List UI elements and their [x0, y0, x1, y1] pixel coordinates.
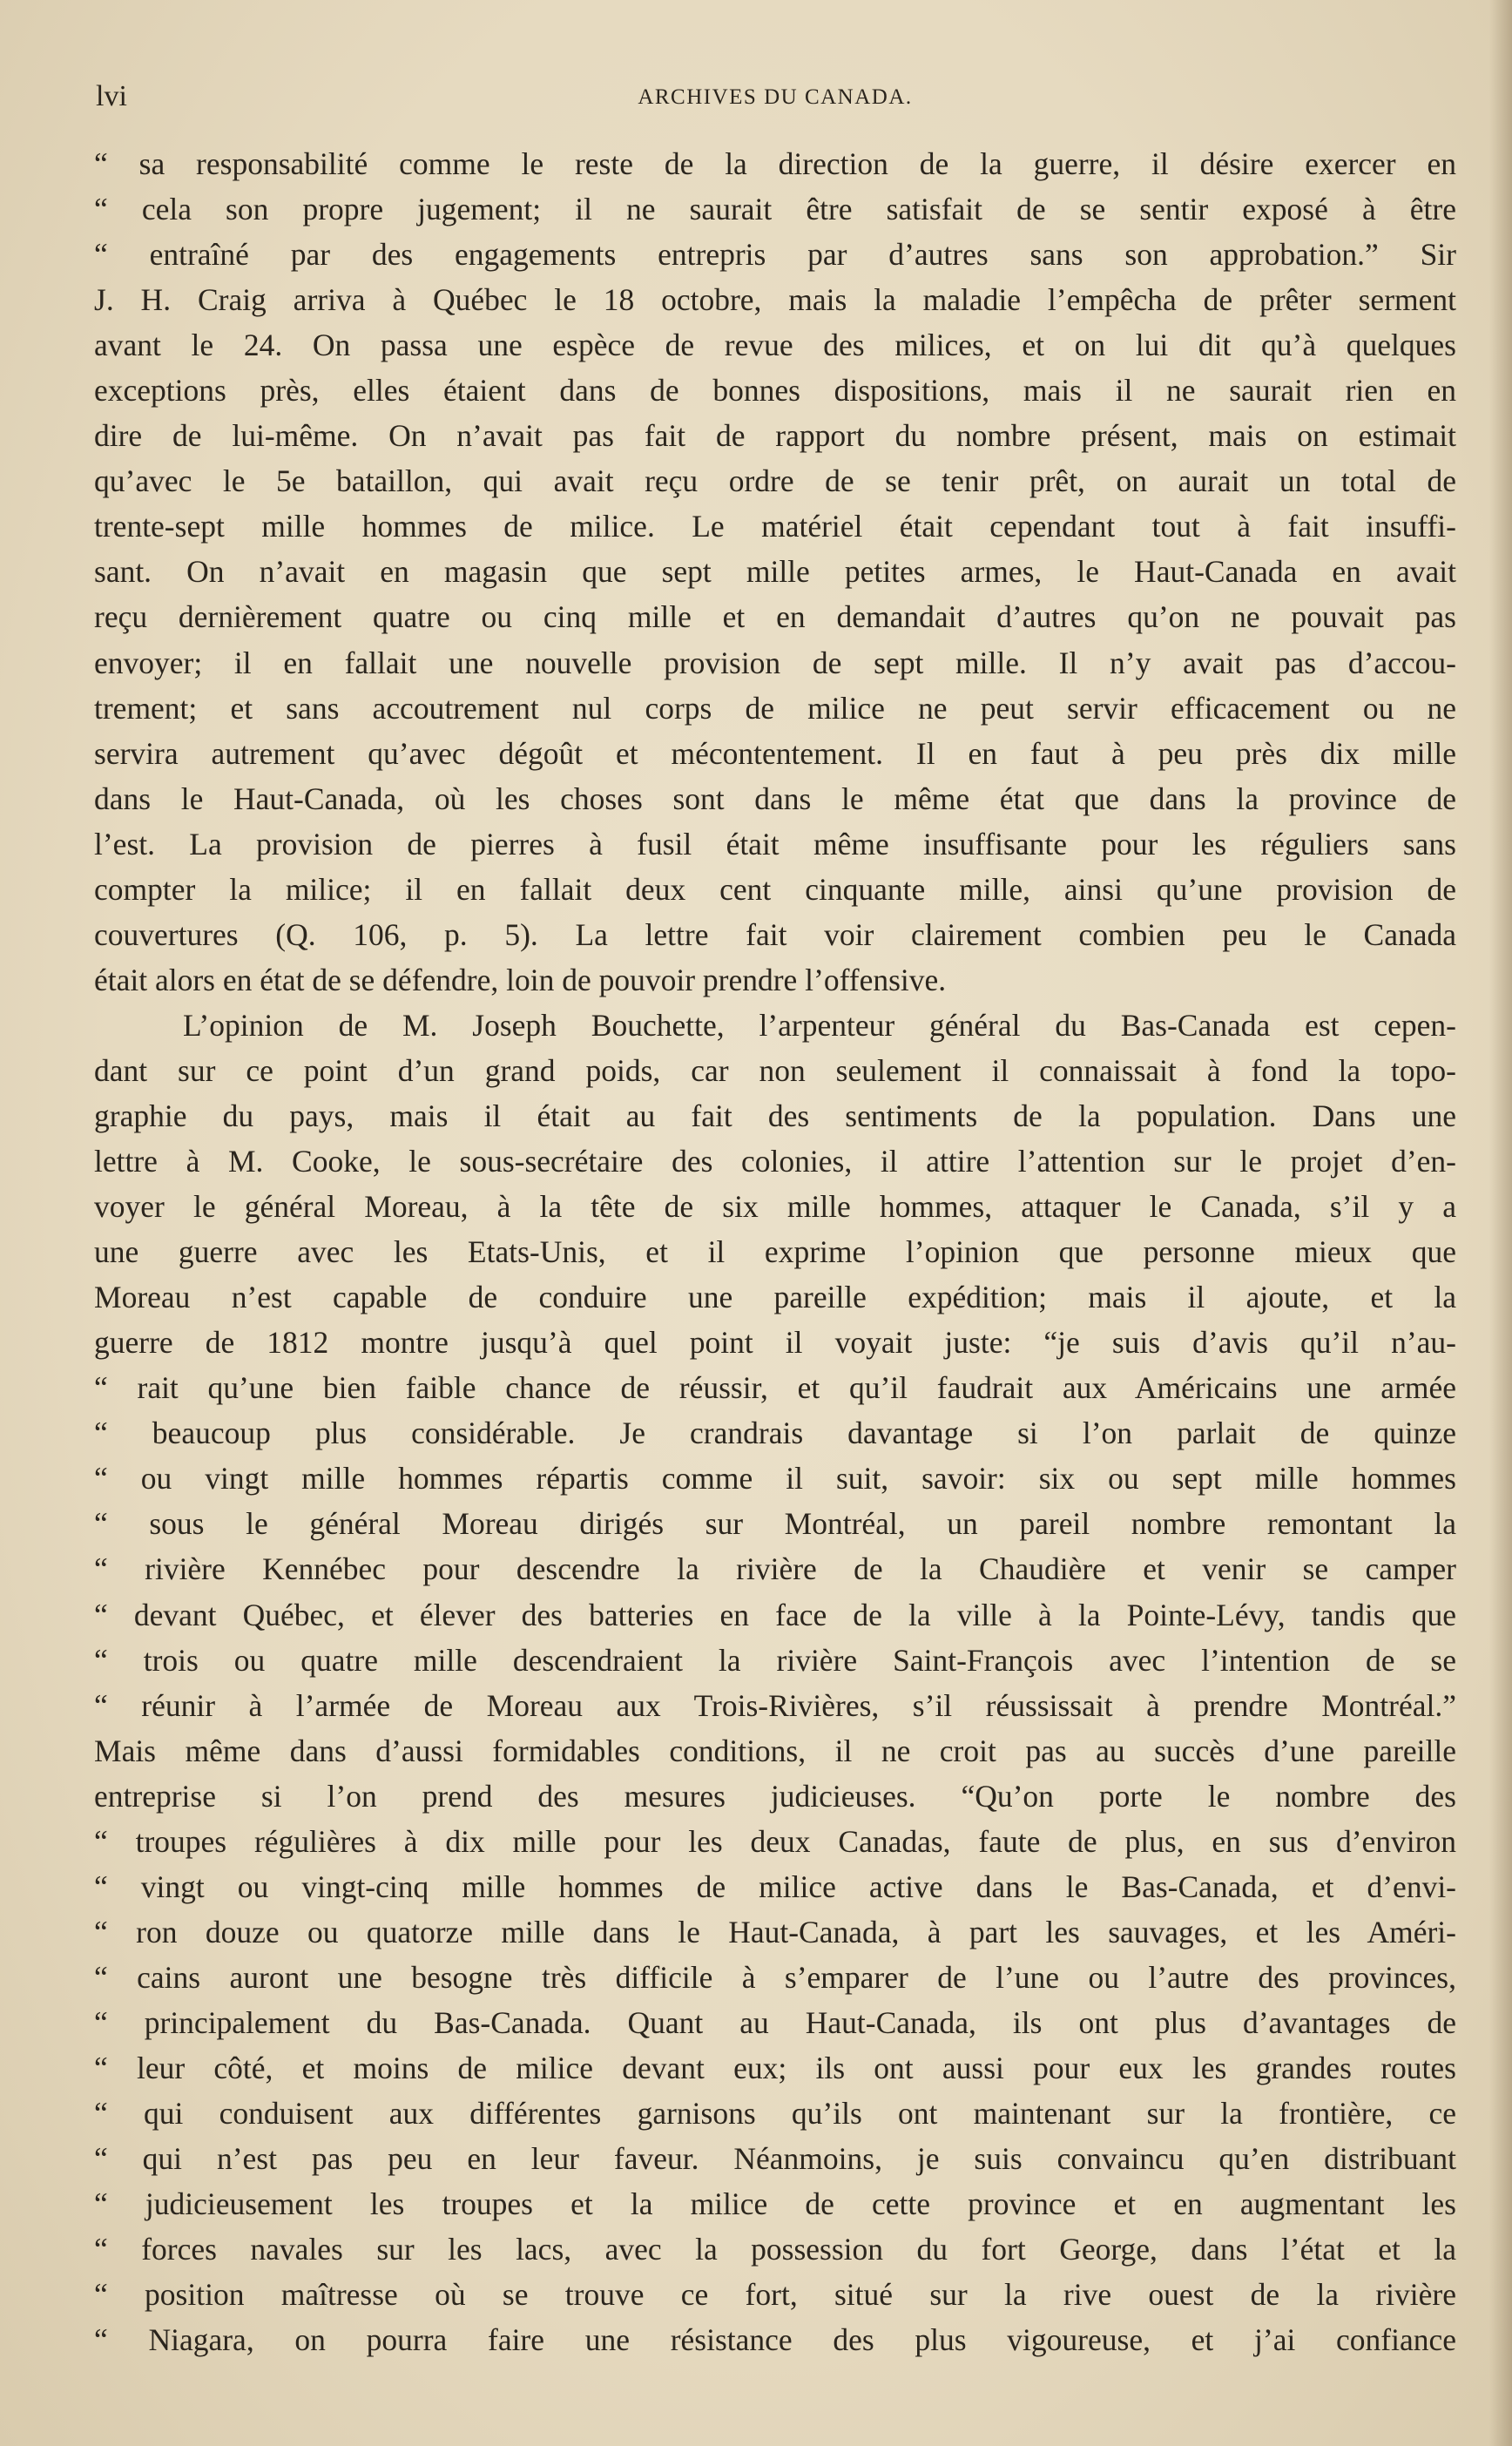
text-line: “ entraîné par des engagements entrepris par d’autres sans son approbation.” Sir — [94, 237, 1456, 273]
text-line: Moreau n’est capable de conduire une pareille expédition; mais il ajoute, et la — [94, 1280, 1456, 1315]
text-line: trente-sept mille hommes de milice. Le matériel était cependant tout à fait insuffi- — [94, 509, 1456, 544]
text-line: “ leur côté, et moins de milice devant eux; ils ont aussi pour eux les grandes routes — [94, 2050, 1456, 2085]
page-edge-shadow — [1489, 0, 1512, 2446]
text-line: “ vingt ou vingt-cinq mille hommes de milice active dans le Bas-Canada, et d’envi- — [94, 1868, 1456, 1904]
running-title: ARCHIVES DU CANADA. — [638, 85, 913, 109]
text-line: “ rivière Kennébec pour descendre la rivière de la Chaudière et venir se camper — [94, 1551, 1456, 1587]
text-line: “ forces navales sur les lacs, avec la possession du fort George, dans l’état et la — [94, 2232, 1456, 2267]
text-line: “ position maîtresse où se trouve ce fort, situé sur la rive ouest de la rivière — [94, 2277, 1456, 2313]
text-line: lettre à M. Cooke, le sous-secrétaire des colonies, il attire l’attention sur le projet d’en- — [94, 1144, 1456, 1179]
text-line: avant le 24. On passa une espèce de revue des milices, et on lui dit qu’à quelques — [94, 328, 1456, 363]
text-line: reçu dernièrement quatre ou cinq mille et en demandait d’autres qu’on ne pouvait pas — [94, 599, 1456, 635]
text-line: exceptions près, elles étaient dans de bonnes dispositions, mais il ne saurait rien en — [94, 373, 1456, 409]
text-line: “ cela son propre jugement; il ne saurait être satisfait de se sentir exposé à être — [94, 192, 1456, 227]
text-line: servira autrement qu’avec dégoût et mécontentement. Il en faut à peu près dix mille — [94, 735, 1456, 771]
text-line: “ devant Québec, et élever des batteries en face de la ville à la Pointe-Lévy, tandis que — [94, 1597, 1456, 1632]
text-line: était alors en état de se défendre, loin de pouvoir prendre l’offensive. — [94, 962, 947, 997]
text-line: “ beaucoup plus considérable. Je crandrais davantage si l’on parlait de quinze — [94, 1416, 1456, 1451]
text-line: qu’avec le 5e bataillon, qui avait reçu ordre de se tenir prêt, on aurait un total de — [94, 463, 1456, 499]
text-line: graphie du pays, mais il était au fait des sentiments de la population. Dans une — [94, 1098, 1456, 1133]
text-line: voyer le général Moreau, à la tête de six mille hommes, attaquer le Canada, s’il y a — [94, 1189, 1456, 1225]
text-line: envoyer; il en fallait une nouvelle provision de sept mille. Il n’y avait pas d’accou- — [94, 645, 1456, 680]
text-line: dans le Haut-Canada, où les choses sont dans le même état que dans la province de — [94, 780, 1456, 816]
text-line: dant sur ce point d’un grand poids, car non seulement il connaissait à fond la topo- — [94, 1052, 1456, 1088]
text-line: l’est. La provision de pierres à fusil était même insuffisante pour les réguliers sans — [94, 826, 1456, 862]
text-line: L’opinion de M. Joseph Bouchette, l’arpenteur général du Bas-Canada est cepen- — [183, 1007, 1456, 1043]
text-line: “ troupes régulières à dix mille pour les deux Canadas, faute de plus, en sus d’environ — [94, 1823, 1456, 1859]
page-header — [96, 80, 1455, 115]
text-line: “ cains auront une besogne très difficile à s’emparer de l’une ou l’autre des provinces, — [94, 1959, 1456, 1995]
text-line: “ trois ou quatre mille descendraient la rivière Saint-François avec l’intention de se — [94, 1642, 1456, 1678]
text-line: J. H. Craig arriva à Québec le 18 octobre, mais la maladie l’empêcha de prêter serment — [94, 282, 1456, 318]
text-line: “ Niagara, on pourra faire une résistance des plus vigoureuse, et j’ai confiance — [94, 2322, 1456, 2358]
text-line: sant. On n’avait en magasin que sept mille petites armes, le Haut-Canada en avait — [94, 554, 1456, 590]
text-line: “ ou vingt mille hommes répartis comme il suit, savoir: six ou sept mille hommes — [94, 1461, 1456, 1497]
text-line: “ rait qu’une bien faible chance de réussir, et qu’il faudrait aux Américains une armée — [94, 1370, 1456, 1406]
text-line: une guerre avec les Etats-Unis, et il exprime l’opinion que personne mieux que — [94, 1234, 1456, 1270]
text-line: guerre de 1812 montre jusqu’à quel point il voyait juste: “je suis d’avis qu’il n’au- — [94, 1325, 1456, 1361]
text-line: compter la milice; il en fallait deux cent cinquante mille, ainsi qu’une provision de — [94, 871, 1456, 907]
text-line: dire de lui-même. On n’avait pas fait de rapport du nombre présent, mais on estimait — [94, 418, 1456, 454]
text-line: “ judicieusement les troupes et la milice de cette province et en augmentant les — [94, 2186, 1456, 2222]
text-line: “ principalement du Bas-Canada. Quant au Haut-Canada, ils ont plus d’avantages de — [94, 2004, 1456, 2040]
text-line: “ sa responsabilité comme le reste de la direction de la guerre, il désire exercer en — [94, 146, 1456, 181]
text-line: Mais même dans d’aussi formidables conditions, il ne croit pas au succès d’une pareille — [94, 1733, 1456, 1768]
body-text — [94, 141, 1456, 2362]
text-line: trement; et sans accoutrement nul corps de milice ne peut servir efficacement ou ne — [94, 690, 1456, 726]
text-line: entreprise si l’on prend des mesures judicieuses. “Qu’on porte le nombre des — [94, 1778, 1456, 1814]
text-line: couvertures (Q. 106, p. 5). La lettre fait voir clairement combien peu le Canada — [94, 916, 1456, 952]
page-number: lvi — [96, 80, 127, 112]
text-line: “ qui n’est pas peu en leur faveur. Néanmoins, je suis convaincu qu’en distribuant — [94, 2141, 1456, 2177]
text-line: “ sous le général Moreau dirigés sur Montréal, un pareil nombre remontant la — [94, 1506, 1456, 1542]
text-line: “ ron douze ou quatorze mille dans le Haut-Canada, à part les sauvages, et les Améri- — [94, 1914, 1456, 1949]
text-line: “ réunir à l’armée de Moreau aux Trois-Rivières, s’il réussissait à prendre Montréal.” — [94, 1687, 1456, 1723]
text-line: “ qui conduisent aux différentes garnisons qu’ils ont maintenant sur la frontière, ce — [94, 2096, 1456, 2132]
